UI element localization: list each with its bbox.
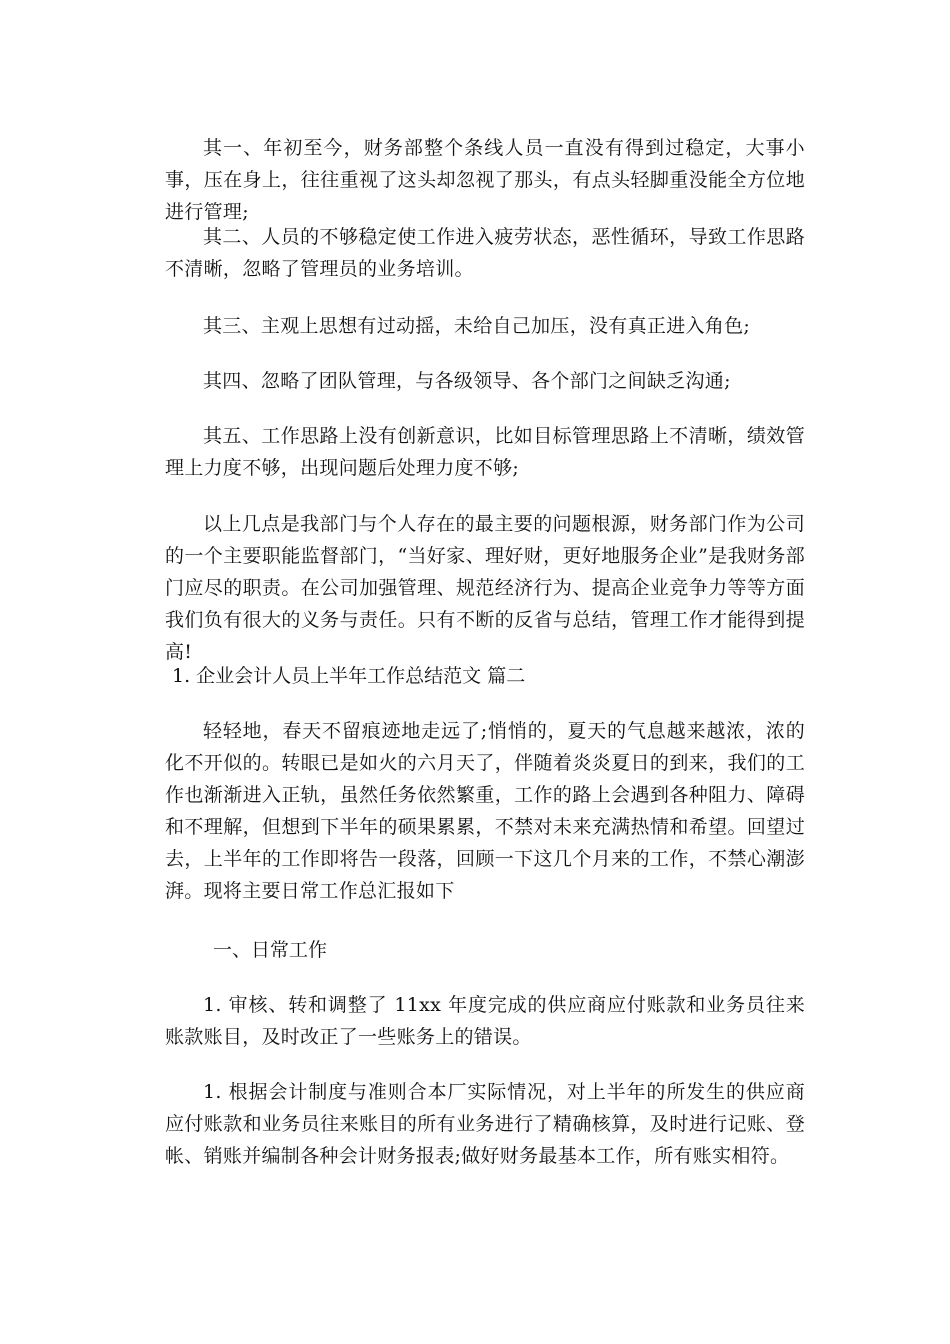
section-heading: 1. 企业会计人员上半年工作总结范文 篇二 — [172, 665, 526, 687]
paragraph-point-one: 其一、年初至今，财务部整个条线人员一直没有得到过稳定，大事小事，压在身上，往往重视了这头却忽视了那头，有点头轻脚重没能全方位地进行管理; — [165, 137, 805, 223]
paragraph-point-two: 其二、人员的不够稳定使工作进入疲劳状态，恶性循环，导致工作思路不清晰，忽略了管理员的业务培训。 — [165, 226, 805, 280]
paragraph-intro: 轻轻地，春天不留痕迹地走远了;悄悄的，夏天的气息越来越浓，浓的化不开似的。转眼已是如火的六月天了，伴随着炎炎夏日的到来，我们的工作也渐渐进入正轨，虽然任务依然繁重，工作的路上会遇到各种阻力、障碍和不理解，但想到下半年的硕果累累，不禁对未来充满热情和希望。回望过去，上半年的工作即将告一段落，回顾一下这几个月来的工作，不禁心潮澎湃。现将主要日常工作总汇报如下 — [165, 720, 805, 902]
paragraph-point-three: 其三、主观上思想有过动摇，未给自己加压，没有真正进入角色; — [203, 315, 751, 337]
paragraph-point-five: 其五、工作思路上没有创新意识，比如目标管理思路上不清晰，绩效管理上力度不够，出现问题后处理力度不够; — [165, 425, 805, 479]
list-item: 1. 根据会计制度与准则合本厂实际情况，对上半年的所发生的供应商应付账款和业务员往来账目的所有业务进行了精确核算，及时进行记账、登帐、销账并编制各种会计财务报表;做好财务最基本工作，所有账实相符。 — [165, 1081, 805, 1167]
subheading-daily-work: 一、日常工作 — [213, 939, 328, 961]
paragraph-point-four: 其四、忽略了团队管理，与各级领导、各个部门之间缺乏沟通; — [203, 370, 731, 392]
list-item: 1. 审核、转和调整了 11xx 年度完成的供应商应付账款和业务员往来账款账目，及时改正了一些账务上的错误。 — [165, 994, 805, 1048]
paragraph-summary: 以上几点是我部门与个人存在的最主要的问题根源，财务部门作为公司的一个主要职能监督部门，“当好家、理好财，更好地服务企业”是我财务部门应尽的职责。在公司加强管理、规范经济行为、提高企业竞争力等等方面我们负有很大的义务与责任。只有不断的反省与总结，管理工作才能得到提高! — [165, 513, 805, 663]
